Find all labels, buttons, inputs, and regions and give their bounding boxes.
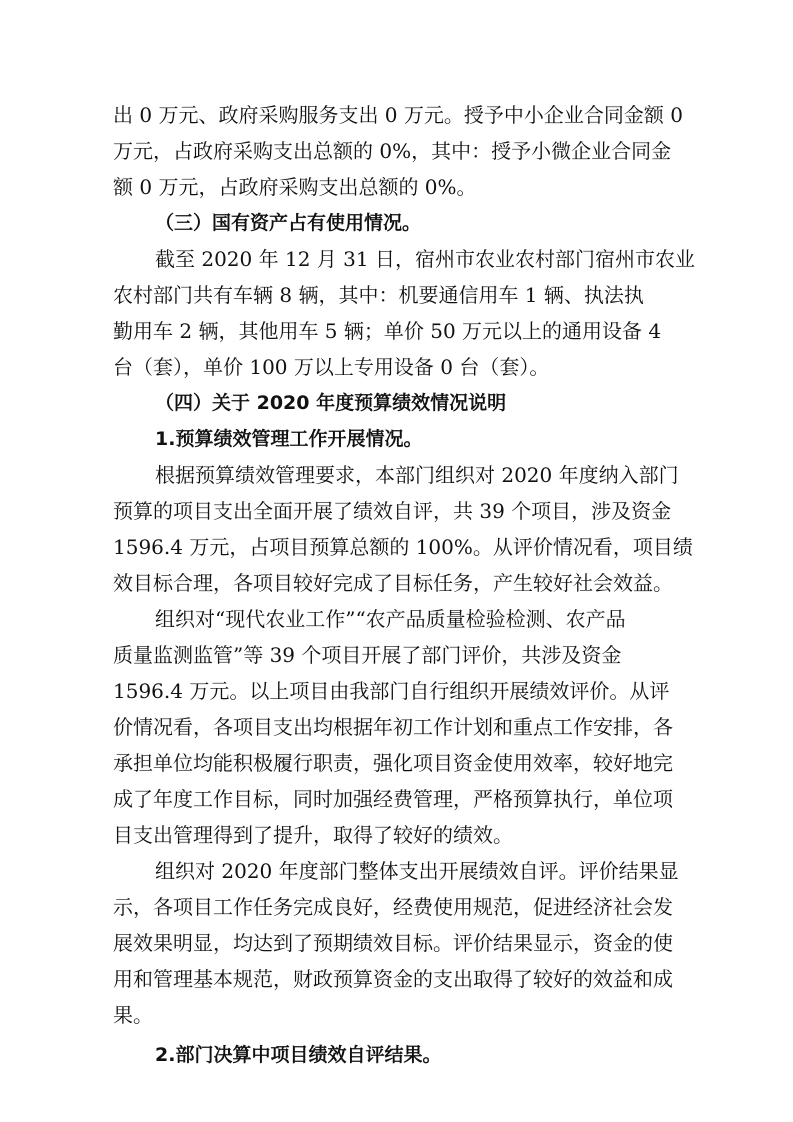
text-line: 果。 [113, 1003, 153, 1027]
text-line: 成了年度工作目标，同时加强经费管理，严格预算执行，单位项 [113, 787, 673, 811]
section-heading: （四）关于 2020 年度预算绩效情况说明 [155, 392, 507, 414]
text-line: 承担单位均能积极履行职责，强化项目资金使用效率，较好地完 [113, 751, 673, 775]
text-line: 预算的项目支出全面开展了绩效自评，共 39 个项目，涉及资金 [113, 499, 672, 523]
section-heading: （三）国有资产占有使用情况。 [155, 212, 422, 234]
text-line: 示，各项目工作任务完成良好，经费使用规范，促进经济社会发 [113, 895, 673, 919]
text-line: 目支出管理得到了提升，取得了较好的绩效。 [113, 823, 513, 847]
text-line: 展效果明显，均达到了预期绩效目标。评价结果显示，资金的使 [113, 931, 673, 955]
text-line: 质量监测监管”等 39 个项目开展了部门评价，共涉及资金 [113, 643, 622, 667]
text-line: 用和管理基本规范，财政预算资金的支出取得了较好的效益和成 [113, 967, 673, 991]
text-line: 额 0 万元，占政府采购支出总额的 0%。 [113, 175, 477, 199]
text-line: 勤用车 2 辆，其他用车 5 辆；单价 50 万元以上的通用设备 4 [113, 319, 662, 343]
subsection-heading: 1.预算绩效管理工作开展情况。 [155, 428, 423, 450]
text-line: 万元，占政府采购支出总额的 0%，其中：授予小微企业合同金 [113, 139, 672, 163]
text-line: 组织对“现代农业工作”“农产品质量检验检测、农产品 [155, 607, 626, 631]
text-line: 组织对 2020 年度部门整体支出开展绩效自评。评价结果显 [155, 859, 679, 883]
text-line: 效目标合理，各项目较好完成了目标任务，产生较好社会效益。 [113, 571, 673, 595]
text-line: 农村部门共有车辆 8 辆，其中：机要通信用车 1 辆、执法执 [113, 283, 644, 307]
text-line: 截至 2020 年 12 月 31 日，宿州市农业农村部门宿州市农业 [155, 247, 695, 271]
text-line: 根据预算绩效管理要求，本部门组织对 2020 年度纳入部门 [155, 463, 679, 487]
text-line: 价情况看，各项目支出均根据年初工作计划和重点工作安排，各 [113, 715, 673, 739]
text-line: 台（套），单价 100 万以上专用设备 0 台（套）。 [113, 355, 550, 379]
text-line: 1596.4 万元。以上项目由我部门自行组织开展绩效评价。从评 [113, 679, 670, 703]
text-line: 1596.4 万元，占项目预算总额的 100%。从评价情况看，项目绩 [113, 535, 693, 559]
text-line: 出 0 万元、政府采购服务支出 0 万元。授予中小企业合同金额 0 [113, 103, 683, 127]
subsection-heading: 2.部门决算中项目绩效自评结果。 [155, 1044, 442, 1066]
